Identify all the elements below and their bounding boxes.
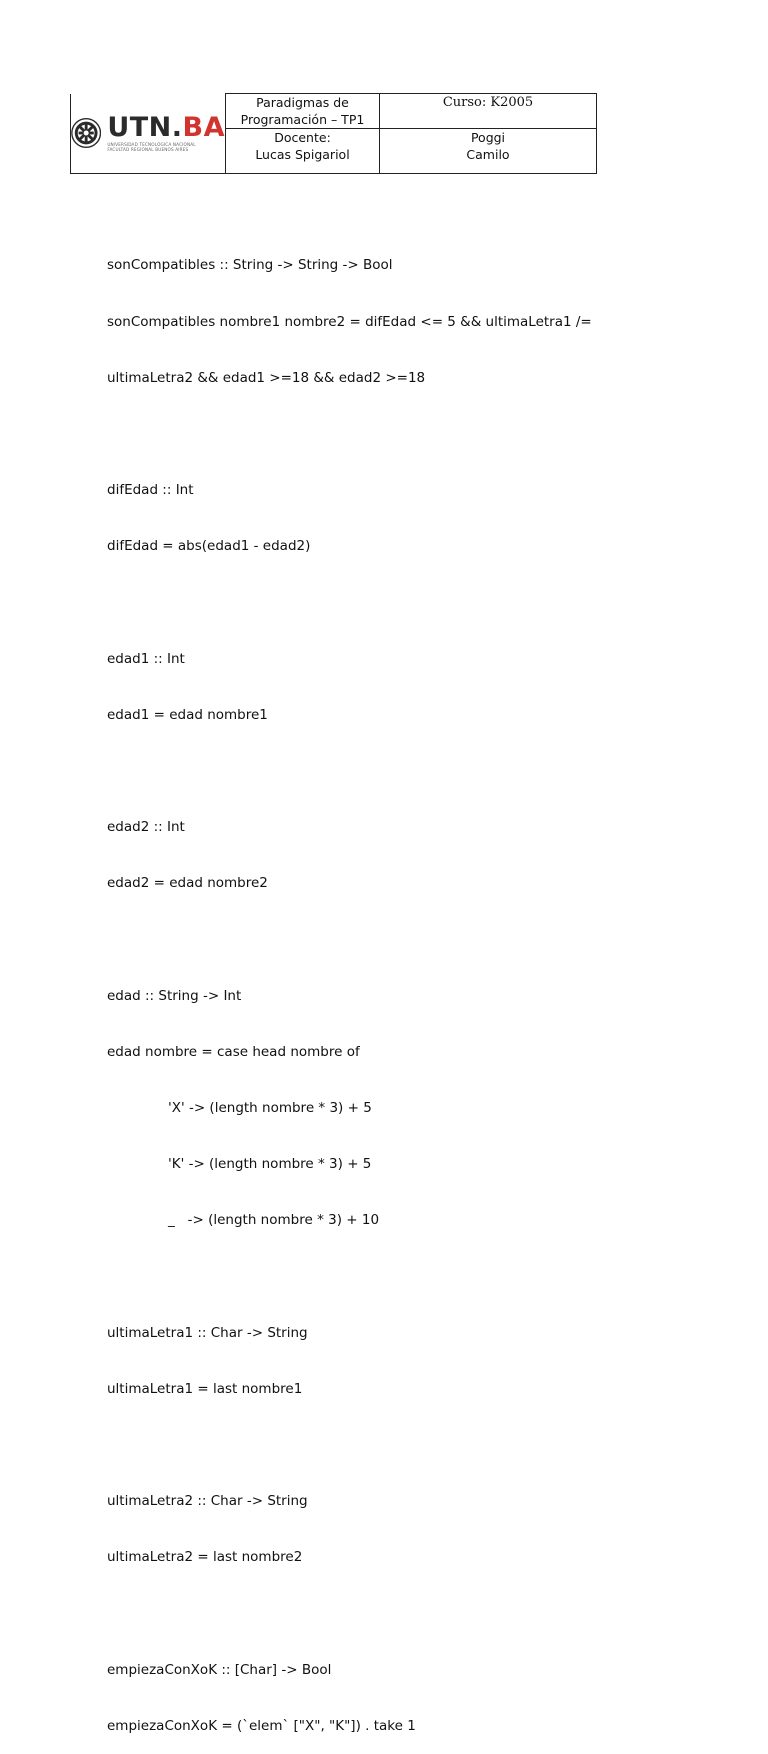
teacher-name: Lucas Spigariol [255,147,350,162]
code-line: ultimaLetra2 = last nombre2 [107,1549,303,1566]
code-line: sonCompatibles :: String -> String -> Bool [107,257,393,274]
code-line: edad nombre = case head nombre of [107,1043,360,1060]
logo-subtitle-1: UNIVERSIDAD TECNOLÓGICA NACIONAL [107,142,196,148]
code-line: empiezaConXoK :: [Char] -> Bool [107,1661,332,1678]
course-cell [380,94,597,129]
course-text: Curso: K2005 [442,95,534,110]
code-line: ultimaLetra2 :: Char -> String [107,1493,308,1510]
code-line-case: 'K' -> (length nombre * 3) + 5 [168,1156,372,1173]
student-first-name: Camilo [466,147,510,162]
utn-logo [71,114,225,152]
code-line-case: _ -> (length nombre * 3) + 10 [168,1212,380,1229]
code-listing [107,219,727,1754]
header-table [70,93,597,174]
teacher-label: Docente: [274,130,331,145]
code-line: ultimaLetra1 :: Char -> String [107,1324,308,1341]
logo-cell [71,94,226,174]
student-last-name: Poggi [470,130,506,145]
student-cell [380,129,597,174]
code-line: ultimaLetra1 = last nombre1 [107,1380,303,1397]
code-line: edad2 :: Int [107,819,185,836]
logo-brand-accent: BA [182,112,225,144]
code-line: empiezaConXoK = (`elem` ["X", "K"]) . take 1 [107,1718,416,1735]
subject-cell [226,94,380,129]
code-line: edad2 = edad nombre2 [107,875,268,892]
code-line: ultimaLetra2 && edad1 >=18 && edad2 >=18 [107,369,426,386]
code-line: difEdad = abs(edad1 - edad2) [107,538,311,555]
code-line: edad :: String -> Int [107,987,242,1004]
code-line: sonCompatibles nombre1 nombre2 = difEdad <= 5 && ultimaLetra1 /= [107,313,592,330]
code-line: edad1 = edad nombre1 [107,706,268,723]
logo-brand-main: UTN. [107,112,183,144]
code-line: edad1 :: Int [107,650,185,667]
utn-emblem-icon [71,115,101,151]
subject-line-2: Programación – TP1 [240,112,365,127]
subject-line-1: Paradigmas de [256,95,349,110]
logo-subtitle-2: FACULTAD REGIONAL BUENOS AIRES [107,147,189,153]
code-line-case: 'X' -> (length nombre * 3) + 5 [168,1100,372,1117]
teacher-cell [226,129,380,174]
code-line: difEdad :: Int [107,482,194,499]
